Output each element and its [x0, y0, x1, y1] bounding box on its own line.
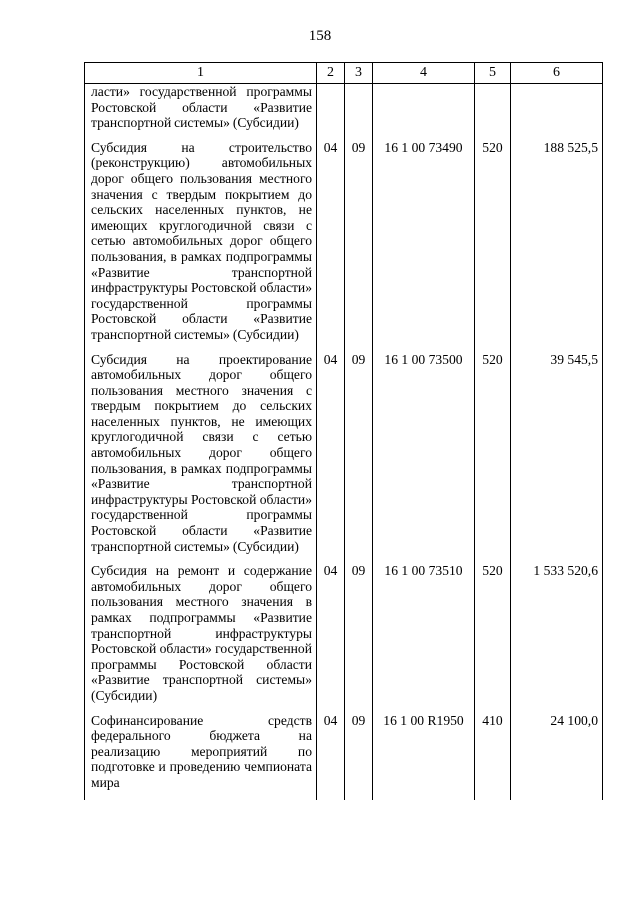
column-header-4: 4	[373, 63, 475, 84]
column-header-2: 2	[317, 63, 345, 84]
row-expense-type: 520	[475, 352, 511, 564]
column-header-6: 6	[511, 63, 603, 84]
row-amount: 24 100,0	[511, 713, 603, 800]
row-description: ласти» государственной программы Ростовской области «Развитие транспортной системы» (Субсидии)	[85, 84, 317, 140]
budget-table	[84, 62, 603, 800]
table-row	[85, 140, 603, 352]
row-amount	[511, 84, 603, 140]
row-section-code: 04	[317, 563, 345, 712]
row-section-code: 04	[317, 713, 345, 800]
row-amount: 188 525,5	[511, 140, 603, 352]
row-section-code: 04	[317, 352, 345, 564]
row-target-article	[373, 84, 475, 140]
row-section-code: 04	[317, 140, 345, 352]
table-row	[85, 713, 603, 800]
row-description: Субсидия на проектирование автомобильных дорог общего пользования местного значения с твердым покрытием до сельских населенных пунктов, не имеющих круглогодичной связи с сетью автомобильных дорог общего пользования, в рамках подпрограммы «Развитие транспортной инфраструктуры Ростовской области» государственной программы Ростовской области «Развитие транспортной системы» (Субсидии)	[85, 352, 317, 564]
row-expense-type: 520	[475, 563, 511, 712]
row-description: Софинансирование средств федерального бюджета на реализацию мероприятий по подготовке и проведению чемпионата мира	[85, 713, 317, 800]
row-subsection-code	[345, 84, 373, 140]
column-header-1: 1	[85, 63, 317, 84]
table-row	[85, 352, 603, 564]
row-target-article: 16 1 00 73510	[373, 563, 475, 712]
column-header-5: 5	[475, 63, 511, 84]
table-row	[85, 84, 603, 140]
table-header-row	[85, 63, 603, 84]
table-row	[85, 563, 603, 712]
row-description: Субсидия на ремонт и содержание автомобильных дорог общего пользования местного значения в рамках подпрограммы «Развитие транспортной инфраструктуры Ростовской области» государственной программы Ростовской области «Развитие транспортной системы» (Субсидии)	[85, 563, 317, 712]
row-expense-type	[475, 84, 511, 140]
page-number: 158	[308, 28, 332, 44]
row-subsection-code: 09	[345, 713, 373, 800]
row-amount: 39 545,5	[511, 352, 603, 564]
row-expense-type: 410	[475, 713, 511, 800]
row-expense-type: 520	[475, 140, 511, 352]
row-section-code	[317, 84, 345, 140]
row-target-article: 16 1 00 R1950	[373, 713, 475, 800]
row-subsection-code: 09	[345, 140, 373, 352]
row-target-article: 16 1 00 73500	[373, 352, 475, 564]
row-amount: 1 533 520,6	[511, 563, 603, 712]
row-subsection-code: 09	[345, 563, 373, 712]
row-target-article: 16 1 00 73490	[373, 140, 475, 352]
row-subsection-code: 09	[345, 352, 373, 564]
row-description: Субсидия на строительство (реконструкцию) автомобильных дорог общего пользования местного значения с твердым покрытием до сельских населенных пунктов, не имеющих круглогодичной связи с сетью автомобильных дорог общего пользования, в рамках подпрограммы «Развитие транспортной инфраструктуры Ростовской области» государственной программы Ростовской области «Развитие транспортной системы» (Субсидии)	[85, 140, 317, 352]
column-header-3: 3	[345, 63, 373, 84]
